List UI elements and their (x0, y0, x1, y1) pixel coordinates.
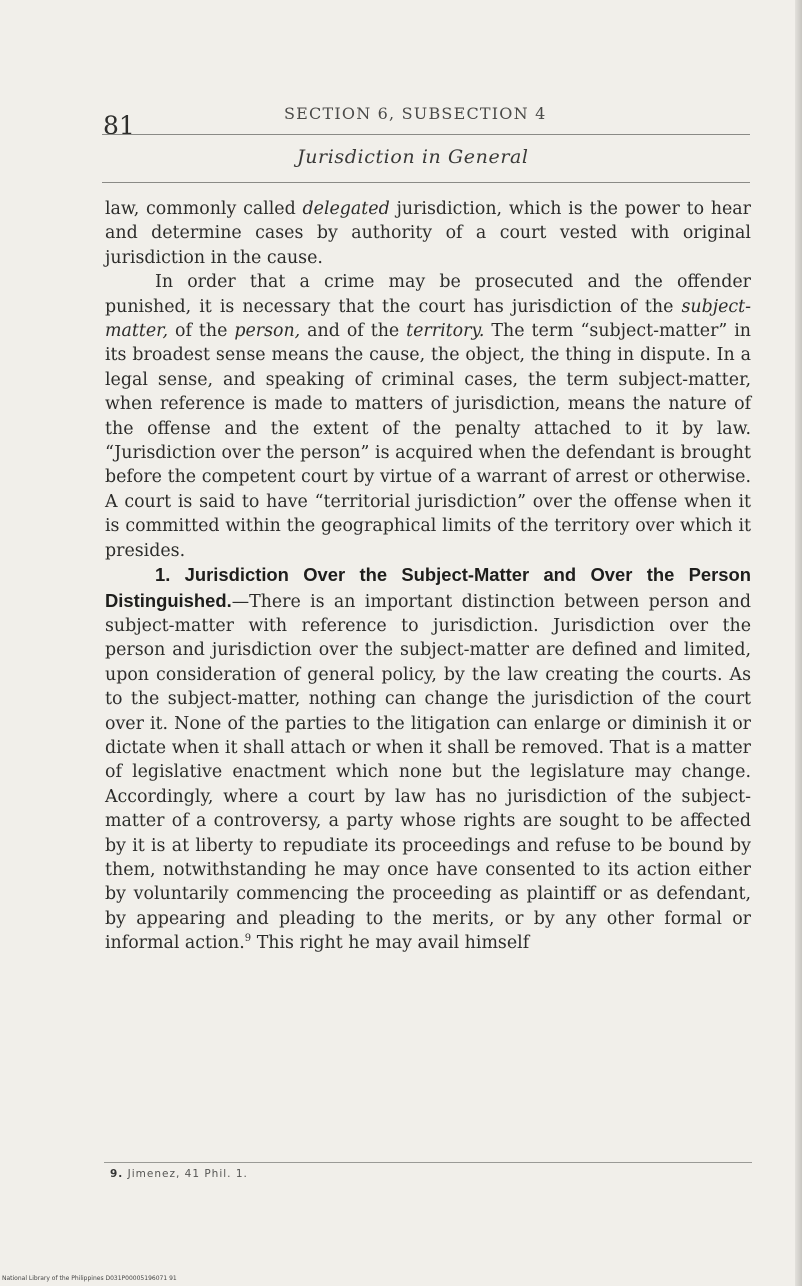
p3-body: —There is an important distinction between person and subject-matter with reference to jurisdiction. Jurisdiction over the person and jurisdiction over the subject-matter are defined and limited, upon consideration of general policy, by the law creating the courts. As to the subject-matter, nothing can change the jurisdiction of the court over it. None of the parties to the litigation can enlarge or diminish it or dictate when it shall attach or when it shall be removed. That is a matter of legislative enactment which none but the legislature may change. Accordingly, where a court by law has no jurisdiction of the subject-matter of a controversy, a party whose rights are sought to be affected by it is at liberty to repudiate its proceedings and refuse to be bound by them, notwithstanding he may once have consented to its action either by voluntarily commencing the proceeding as plaintiff or as defendant, by appearing and pleading to the merits, or by any other formal or informal action. (105, 591, 751, 954)
section-heading: 1. Jurisdiction Over the Subject-Matter and Over the Person Distinguished. (105, 564, 751, 611)
paragraph-1 (105, 197, 751, 270)
library-stamp: National Library of the Philippines D031P00005196071 91 (2, 1275, 177, 1282)
paragraph-2 (105, 270, 751, 563)
header-rule-bottom (102, 182, 750, 183)
page-number: 81 (103, 111, 135, 140)
p2-italic-territory: territory. (406, 321, 485, 342)
running-head: SECTION 6, SUBSECTION 4 (284, 104, 547, 123)
footnote-rule (104, 1162, 752, 1163)
p3-tail: This right he may avail himself (251, 933, 530, 954)
chapter-title: Jurisdiction in General (297, 146, 529, 168)
header-rule-top (102, 134, 750, 135)
footnote-number: 9. (110, 1168, 124, 1180)
footnote (110, 1168, 248, 1180)
body-text (105, 197, 751, 956)
p2-italic-person: person, (234, 321, 301, 342)
p2-text-g: The term “subject-matter” in its broadest sense means the cause, the object, the thing in dispute. In a legal sense, and speaking of criminal cases, the term subject-matter, when reference is made to matters of jurisdiction, means the nature of the offense and the extent of the penalty attached to it by law. “Jurisdiction over the person” is acquired when the defendant is brought before the competent court by virtue of a warrant of arrest or otherwise. A court is said to have “territorial jurisdiction” over the offense when it is committed within the geographical limits of the territory over which it presides. (105, 321, 751, 561)
footnote-text: Jimenez, 41 Phil. 1. (127, 1168, 248, 1180)
p1-text-a: law, commonly called (105, 199, 303, 219)
p2-text-a: In order that a crime may be prosecuted and the offender punished, it is necessary that the court has jurisdiction of the (105, 272, 751, 317)
footnote-reference: 9 (244, 933, 252, 945)
p2-text-e: and of the (300, 321, 407, 342)
p2-text-c: of the (168, 321, 235, 342)
paragraph-3 (105, 563, 751, 956)
p2-italic-subject-matter: subject-matter, (105, 296, 751, 342)
p1-italic-delegated: delegated (302, 199, 390, 219)
p1-text-c: jurisdiction, which is the power to hear and determine cases by authority of a court vested with original jurisdiction in the cause. (105, 199, 751, 268)
page-edge-shadow (795, 0, 802, 1286)
